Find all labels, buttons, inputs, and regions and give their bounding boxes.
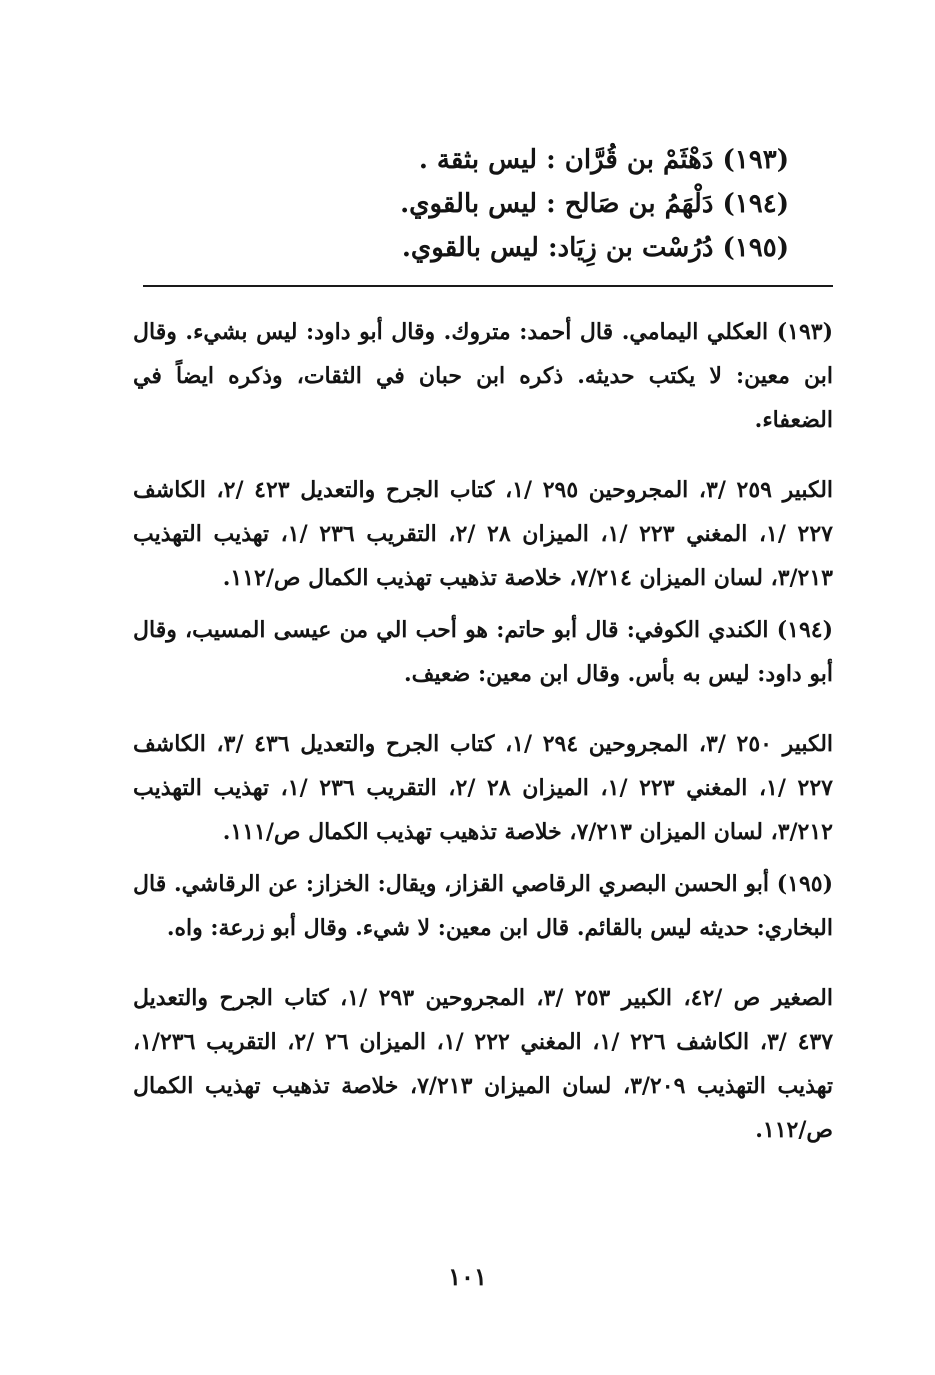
footnote-195-refs: الصغير ص /٤٢، الكبير ٢٥٣ /٣، المجروحين ٢٩٣ /١، كتاب الجرح والتعديل ٤٣٧ /٣، الكاشف ٢٢٦ /١، المغني ٢٢٢ /١، الميزان ٢٦ /٢، التقريب ١/٢٣٦، تهذيب التهذيب ٣/٢٠٩، لسان الميزان ٧/٢١٣، خلاصة تذهيب تهذيب الكمال ص/١١٢.	[133, 985, 834, 1143]
footnote-194-refs: الكبير ٢٥٠ /٣، المجروحين ٢٩٤ /١، كتاب الجرح والتعديل ٤٣٦ /٣، الكاشف ٢٢٧ /١، المغني ٢٢٣ /١، الميزان ٢٨ /٢، التقريب ٢٣٦ /١، تهذيب التهذيب ٣/٢١٢، لسان الميزان ٧/٢١٣، خلاصة تذهيب تهذيب الكمال ص/١١١.	[133, 731, 834, 845]
footnote-193-bio: (١٩٣) العكلي اليمامي. قال أحمد: متروك. وقال أبو داود: ليس بشيء. وقال ابن معين: لا يكتب حديثه. ذكره ابن حبان في الثقات، وذكره ايضاً في الضعفاء.	[133, 319, 833, 433]
footnote-193-refs: الكبير ٢٥٩ /٣، المجروحين ٢٩٥ /١، كتاب الجرح والتعديل ٤٢٣ /٢، الكاشف ٢٢٧ /١، المغني ٢٢٣ /١، الميزان ٢٨ /٢، التقريب ٢٣٦ /١، تهذيب التهذيب ٣/٢١٣، لسان الميزان ٧/٢١٤، خلاصة تذهيب تهذيب الكمال ص/١١٢.	[133, 477, 834, 591]
entry-195: (١٩٥) دُرُسْت بن زِيَاد: ليس بالقوي.	[401, 233, 789, 263]
footnote-divider	[143, 285, 833, 287]
entry-194: (١٩٤) دَلْهَمُ بن صَالح : ليس بالقوي.	[400, 189, 789, 219]
footnotes	[133, 310, 833, 1160]
entry-193: (١٩٣) دَهْثَمْ بن قُرَّان : ليس بثقة .	[418, 145, 789, 175]
narrator-entries	[289, 138, 789, 270]
footnote-194-bio: (١٩٤) الكندي الكوفي: قال أبو حاتم: هو أحب الي من عيسى المسيب، وقال أبو داود: ليس به بأس. وقال ابن معين: ضعيف.	[133, 617, 833, 687]
page-number: ١٠١	[448, 1262, 487, 1291]
footnote-195-bio: (١٩٥) أبو الحسن البصري الرقاصي القزاز، ويقال: الخزاز: عن الرقاشي. قال البخاري: حديثه ليس بالقائم. قال ابن معين: لا شيء. وقال أبو زرعة: واه.	[133, 871, 833, 941]
